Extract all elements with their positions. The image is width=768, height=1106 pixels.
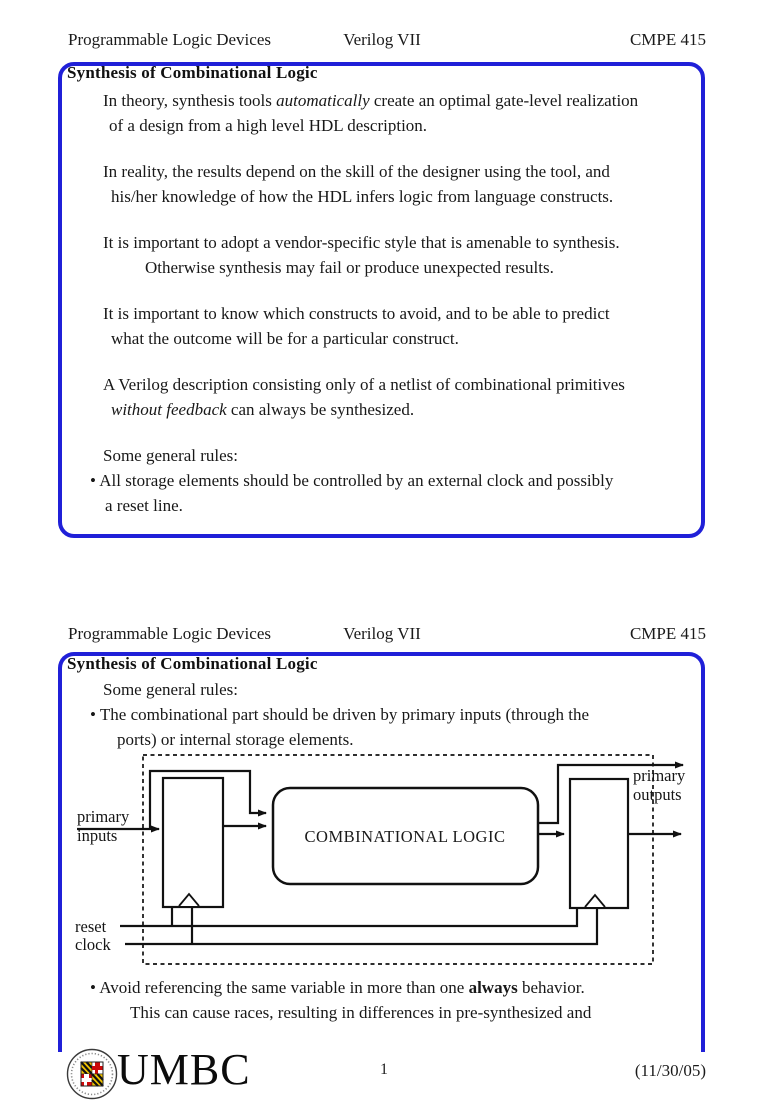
- header-course-topic: Programmable Logic Devices: [68, 624, 271, 643]
- text-line: Otherwise synthesis may fail or produce unexpected results.: [145, 258, 554, 277]
- header-lecture-name: Verilog VII: [343, 30, 421, 49]
- text-line: ports) or internal storage elements.: [117, 730, 354, 749]
- paragraph: [103, 301, 703, 351]
- text-line: A Verilog description consisting only of a netlist of combinational primitives: [103, 375, 625, 394]
- text-line: of a design from a high level HDL description.: [109, 116, 428, 135]
- text-line: It is important to adopt a vendor-specific style that is amenable to synthesis.: [103, 233, 620, 252]
- slide2-title: Synthesis of Combinational Logic: [67, 654, 318, 673]
- paragraph: [90, 975, 703, 1025]
- primary-outputs-label-line2: outputs: [633, 785, 682, 804]
- text-line: • Avoid referencing the same variable in more than one always behavior.: [90, 978, 585, 997]
- text-line: a reset line.: [105, 496, 183, 515]
- primary-inputs-label-line1: primary: [77, 807, 130, 826]
- slide1-body: [90, 88, 703, 539]
- text-line: what the outcome will be for a particular construct.: [111, 329, 459, 348]
- text-line: Some general rules:: [103, 446, 239, 465]
- header-course-topic: Programmable Logic Devices: [68, 30, 271, 49]
- paragraph: [103, 88, 703, 138]
- reset-label: reset: [75, 917, 107, 936]
- umbc-logo-text: UMBC: [117, 1045, 251, 1094]
- slide1-header: [58, 30, 706, 52]
- paragraph: [90, 702, 703, 752]
- text-line: • The combinational part should be driven by primary inputs (through the: [90, 705, 590, 724]
- text-line: In reality, the results depend on the skill of the designer using the tool, and: [103, 162, 610, 181]
- header-lecture-name: Verilog VII: [343, 624, 421, 643]
- slide2-body-bottom: [90, 975, 703, 1025]
- slide2-header: [58, 624, 706, 646]
- text-line: his/her knowledge of how the HDL infers logic from language constructs.: [111, 187, 614, 206]
- text-line: It is important to know which constructs to avoid, and to be able to predict: [103, 304, 610, 323]
- paragraph: [103, 230, 703, 280]
- sequential-circuit-diagram: [65, 753, 705, 976]
- paragraph: [90, 468, 703, 518]
- paragraph: [103, 372, 703, 422]
- header-course-code: CMPE 415: [629, 30, 706, 49]
- output-register-block: [570, 779, 628, 908]
- reset-wire: [120, 908, 577, 926]
- text-line: In theory, synthesis tools automatically create an optimal gate-level realization: [103, 91, 639, 110]
- text-line: Some general rules:: [103, 680, 239, 699]
- input-register-block: [163, 778, 223, 907]
- text-line: without feedback can always be synthesized.: [111, 400, 415, 419]
- paragraph: [103, 677, 703, 702]
- paragraph: [103, 443, 703, 468]
- combinational-logic-label: COMBINATIONAL LOGIC: [304, 827, 506, 846]
- slide1-title: Synthesis of Combinational Logic: [67, 63, 318, 82]
- text-line: This can cause races, resulting in differences in pre-synthesized and: [130, 1003, 592, 1022]
- primary-inputs-label-line2: inputs: [77, 826, 118, 845]
- slide-date: (11/30/05): [634, 1061, 706, 1080]
- slide2-body-top: [90, 677, 703, 752]
- primary-outputs-label-line1: primary: [633, 766, 686, 785]
- text-line: • All storage elements should be controlled by an external clock and possibly: [90, 471, 614, 490]
- clock-label: clock: [75, 935, 111, 954]
- page-number: 1: [380, 1061, 388, 1078]
- header-course-code: CMPE 415: [629, 624, 706, 643]
- paragraph: [103, 159, 703, 209]
